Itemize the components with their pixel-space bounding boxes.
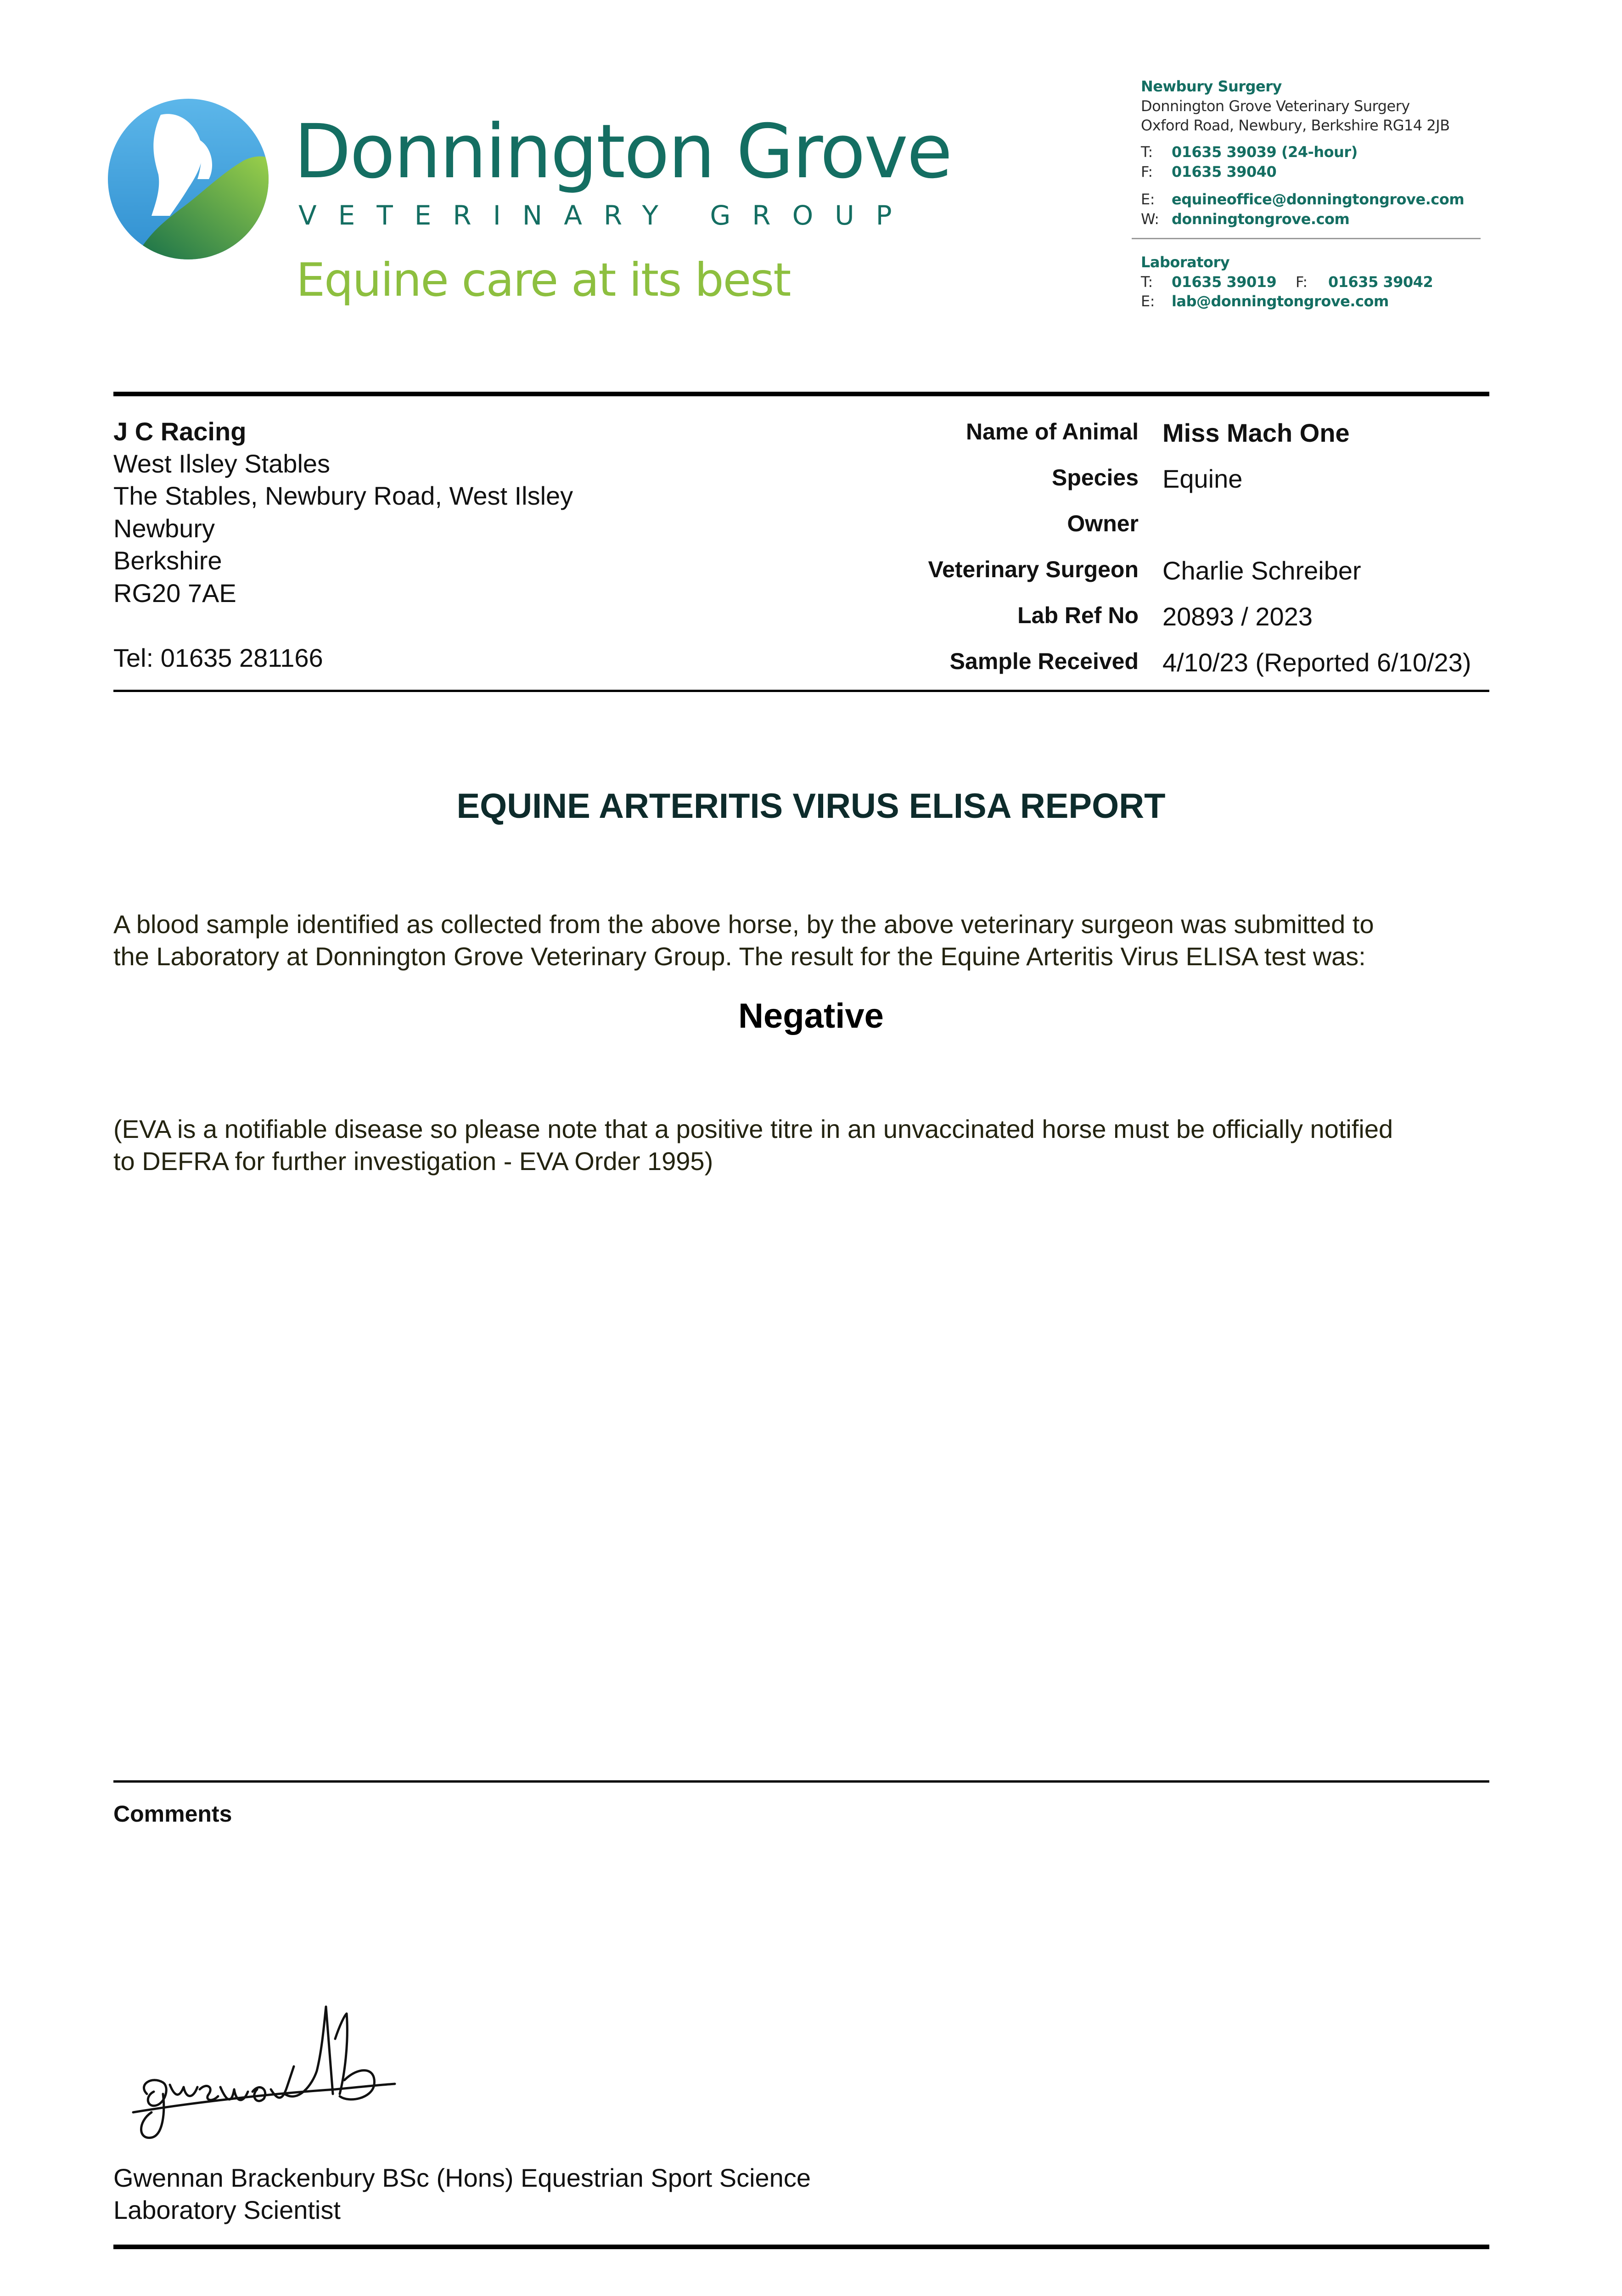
surgery-web: donningtongrove.com [1172, 210, 1350, 228]
lab-email-label: E: [1141, 293, 1155, 310]
surgery-address-line2: Oxford Road, Newbury, Berkshire RG14 2JB [1141, 117, 1450, 134]
client-address-line: RG20 7AE [113, 579, 236, 608]
report-title: EQUINE ARTERITIS VIRUS ELISA REPORT [456, 787, 1166, 826]
surgery-tel: 01635 39039 (24-hour) [1172, 143, 1358, 161]
veterinary-surgeon-label: Veterinary Surgeon [928, 557, 1139, 582]
test-result: Negative [738, 996, 884, 1035]
report-intro-line: A blood sample identified as collected from the above horse, by the above veterinary surgeon was submitted to [113, 910, 1374, 939]
surgery-tel-label: T: [1141, 143, 1153, 161]
surgery-fax-label: F: [1141, 163, 1153, 180]
lab-tel: 01635 39019 [1172, 273, 1277, 291]
surgery-email-label: E: [1141, 191, 1155, 208]
name-of-animal-label: Name of Animal [965, 419, 1139, 445]
surgery-fax: 01635 39040 [1172, 163, 1277, 180]
lab-fax-label: F: [1296, 273, 1308, 291]
report-note-line: to DEFRA for further investigation - EVA Order 1995) [113, 1147, 713, 1176]
lab-email: lab@donningtongrove.com [1172, 293, 1389, 310]
donnington-grove-logo-icon [106, 96, 271, 262]
lab-fax: 01635 39042 [1328, 273, 1433, 291]
info-bottom-rule [113, 690, 1489, 692]
name-of-animal-value: Miss Mach One [1162, 418, 1350, 447]
species-label: Species [1051, 465, 1139, 490]
brand-subtitle: VETERINARY GROUP [298, 200, 914, 231]
surgery-email: equineoffice@donningtongrove.com [1172, 191, 1465, 208]
signatory-name: Gwennan Brackenbury BSc (Hons) Equestrian Sport Science [113, 2163, 811, 2192]
species-value: Equine [1162, 464, 1243, 493]
owner-label: Owner [1067, 511, 1139, 536]
surgery-address-line1: Donnington Grove Veterinary Surgery [1141, 97, 1410, 115]
brand-name: Donnington Grove [294, 109, 951, 195]
contact-divider [1132, 238, 1481, 239]
comments-label: Comments [113, 1801, 232, 1827]
laboratory-title: Laboratory [1141, 253, 1230, 271]
signatory-role: Laboratory Scientist [113, 2195, 341, 2224]
client-address-line: Berkshire [113, 546, 222, 575]
surgery-web-label: W: [1141, 210, 1159, 228]
client-address-line: West Ilsley Stables [113, 449, 331, 478]
veterinary-surgeon-value: Charlie Schreiber [1162, 556, 1361, 585]
handwritten-signature-icon [119, 1998, 404, 2154]
surgery-title: Newbury Surgery [1141, 78, 1282, 95]
client-address-line: The Stables, Newbury Road, West Ilsley [113, 481, 573, 510]
footer-rule [113, 2245, 1489, 2249]
lab-tel-label: T: [1141, 273, 1153, 291]
client-telephone: Tel: 01635 281166 [113, 643, 323, 672]
lab-ref-value: 20893 / 2023 [1162, 602, 1313, 631]
comments-rule [113, 1780, 1489, 1783]
report-note-line: (EVA is a notifiable disease so please note that a positive titre in an unvaccinated horse must be officially notified [113, 1114, 1393, 1143]
sample-received-value: 4/10/23 (Reported 6/10/23) [1162, 648, 1471, 677]
client-name: J C Racing [113, 417, 247, 446]
client-address-line: Newbury [113, 514, 215, 543]
header-rule [113, 392, 1489, 396]
brand-tagline: Equine care at its best [296, 253, 791, 307]
lab-ref-label: Lab Ref No [1017, 602, 1139, 628]
sample-received-label: Sample Received [949, 648, 1139, 674]
report-intro-line: the Laboratory at Donnington Grove Veterinary Group. The result for the Equine Arteritis Virus ELISA test was: [113, 942, 1366, 971]
